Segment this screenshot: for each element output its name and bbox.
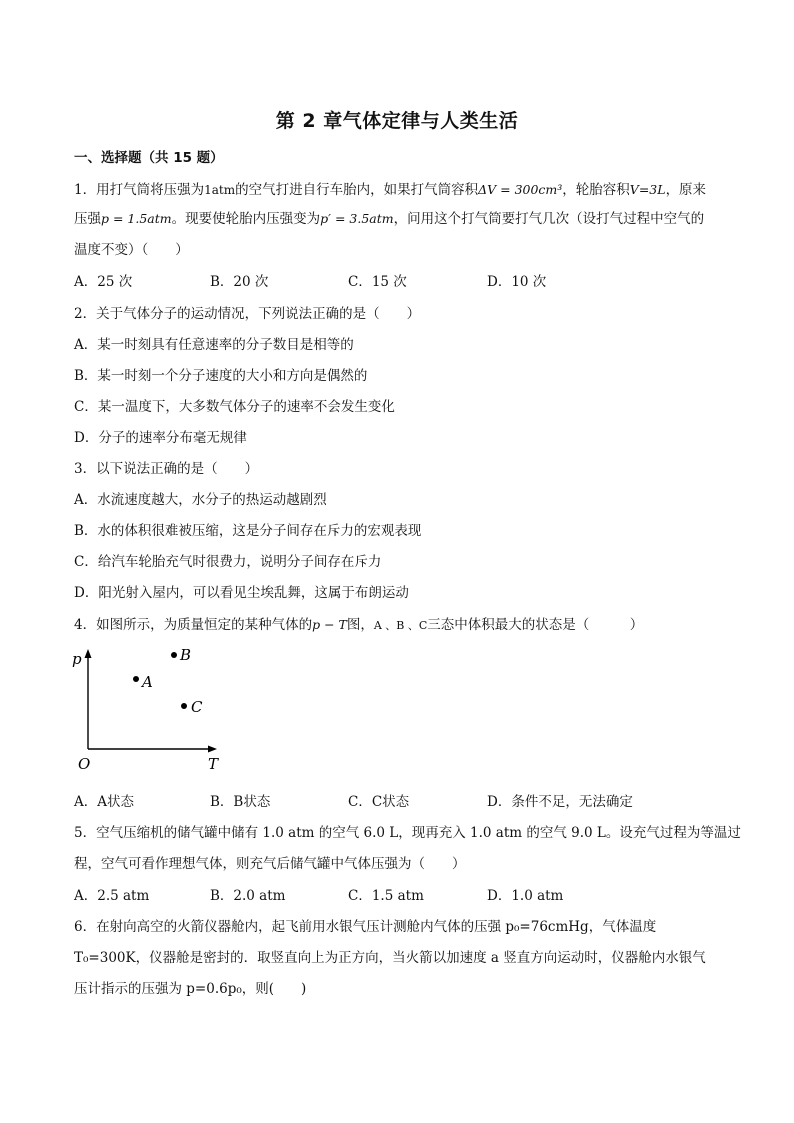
x-axis-label: T — [208, 755, 219, 773]
q4-option-a[interactable]: A．A状态 — [74, 794, 134, 810]
q4-text: 三态中体积最大的状态是（ ） — [427, 617, 644, 633]
q3-option-d[interactable]: D．阳光射入屋内，可以看见尘埃乱舞，这属于布朗运动 — [74, 585, 409, 601]
q1-line-2 — [74, 207, 704, 227]
q4-math: A 、B 、C — [373, 619, 428, 632]
q2-option-c[interactable]: C．某一温度下，大多数气体分子的速率不会发生变化 — [74, 399, 395, 415]
q4-stem — [74, 613, 643, 633]
q4-option-d[interactable]: D．条件不足，无法确定 — [487, 794, 633, 810]
section-heading: 一、选择题（共 15 题） — [74, 150, 224, 166]
q2-option-b[interactable]: B．某一时刻一个分子速度的大小和方向是偶然的 — [74, 368, 368, 384]
point-b — [171, 652, 177, 658]
q1-text: 1．用打气筒将压强为 — [74, 182, 205, 198]
y-axis-arrow-icon — [85, 649, 92, 658]
q1-text: 压强 — [74, 211, 101, 227]
q5-option-d[interactable]: D．1.0 atm — [487, 888, 564, 904]
q1-text: ，轮胎容积 — [562, 182, 630, 198]
q5-option-b[interactable]: B．2.0 atm — [210, 888, 286, 904]
q1-option-a[interactable]: A．25 次 — [74, 274, 133, 290]
x-axis-arrow-icon — [208, 746, 217, 753]
q1-text: 。现要使轮胎内压强变为 — [171, 211, 321, 227]
q5-line-2: 程，空气可看作理想气体，则充气后储气罐中气体压强为（ ） — [74, 856, 466, 872]
q3-stem: 3．以下说法正确的是（ ） — [74, 461, 259, 477]
q3-option-b[interactable]: B．水的体积很难被压缩，这是分子间存在斥力的宏观表现 — [74, 523, 422, 539]
point-a — [133, 676, 139, 682]
q4-text: 图， — [346, 617, 374, 633]
y-axis-label: p — [72, 650, 82, 668]
point-a-label: A — [142, 673, 153, 691]
point-c-label: C — [191, 698, 203, 716]
q1-line-1 — [74, 178, 706, 198]
q1-text: ，原来 — [665, 182, 707, 198]
q2-stem: 2．关于气体分子的运动情况，下列说法正确的是（ ） — [74, 306, 421, 322]
pt-graph-svg — [70, 645, 230, 775]
q6-line-3: 压计指示的压强为 p=0.6p₀，则( ) — [74, 981, 307, 997]
q1-option-c[interactable]: C．15 次 — [348, 274, 407, 290]
q5-option-c[interactable]: C．1.5 atm — [348, 888, 424, 904]
q5-line-1: 5．空气压缩机的储气罐中储有 1.0 atm 的空气 6.0 L，现再充入 1.0 atm 的空气 9.0 L。设充气过程为等温过 — [74, 825, 741, 841]
q3-option-c[interactable]: C．给汽车轮胎充气时很费力，说明分子间存在斥力 — [74, 554, 382, 570]
q4-option-c[interactable]: C．C状态 — [348, 794, 410, 810]
point-b-label: B — [180, 646, 192, 664]
q5-option-a[interactable]: A．2.5 atm — [74, 888, 150, 904]
q1-math: p = 1.5atm — [101, 211, 172, 226]
q2-option-d[interactable]: D．分子的速率分布毫无规律 — [74, 430, 247, 446]
q1-text: ，问用这个打气筒要打气几次（设打气过程中空气的 — [393, 211, 705, 227]
q6-line-2: T₀=300K，仪器舱是密封的．取竖直向上为正方向，当火箭以加速度 a 竖直方向运动时，仪器舱内水银气 — [74, 950, 706, 966]
page-title: 第 2 章气体定律与人类生活 — [275, 110, 519, 132]
q1-option-d[interactable]: D．10 次 — [487, 274, 547, 290]
q1-math: p′ = 3.5atm — [320, 211, 394, 226]
q6-line-1: 6．在射向高空的火箭仪器舱内，起飞前用水银气压计测舱内气体的压强 p₀=76cmHg，气体温度 — [74, 919, 657, 935]
origin-label: O — [78, 755, 91, 773]
q3-option-a[interactable]: A．水流速度越大，水分子的热运动越剧烈 — [74, 492, 327, 508]
q1-math: ΔV = 300cm³ — [478, 182, 563, 197]
pt-graph — [70, 645, 230, 775]
q1-text: 的空气打进自行车胎内，如果打气筒容积 — [235, 182, 479, 198]
q4-option-b[interactable]: B．B状态 — [210, 794, 271, 810]
q1-math: 1atm — [204, 183, 236, 197]
q2-option-a[interactable]: A．某一时刻具有任意速率的分子数目是相等的 — [74, 337, 354, 353]
q4-math: p − T — [312, 617, 347, 632]
point-c — [181, 703, 187, 709]
q1-math: V=3L — [629, 182, 666, 197]
q1-option-b[interactable]: B．20 次 — [210, 274, 269, 290]
q4-text: 4．如图所示，为质量恒定的某种气体的 — [74, 617, 313, 633]
q1-line-3: 温度不变）（ ） — [74, 242, 189, 258]
